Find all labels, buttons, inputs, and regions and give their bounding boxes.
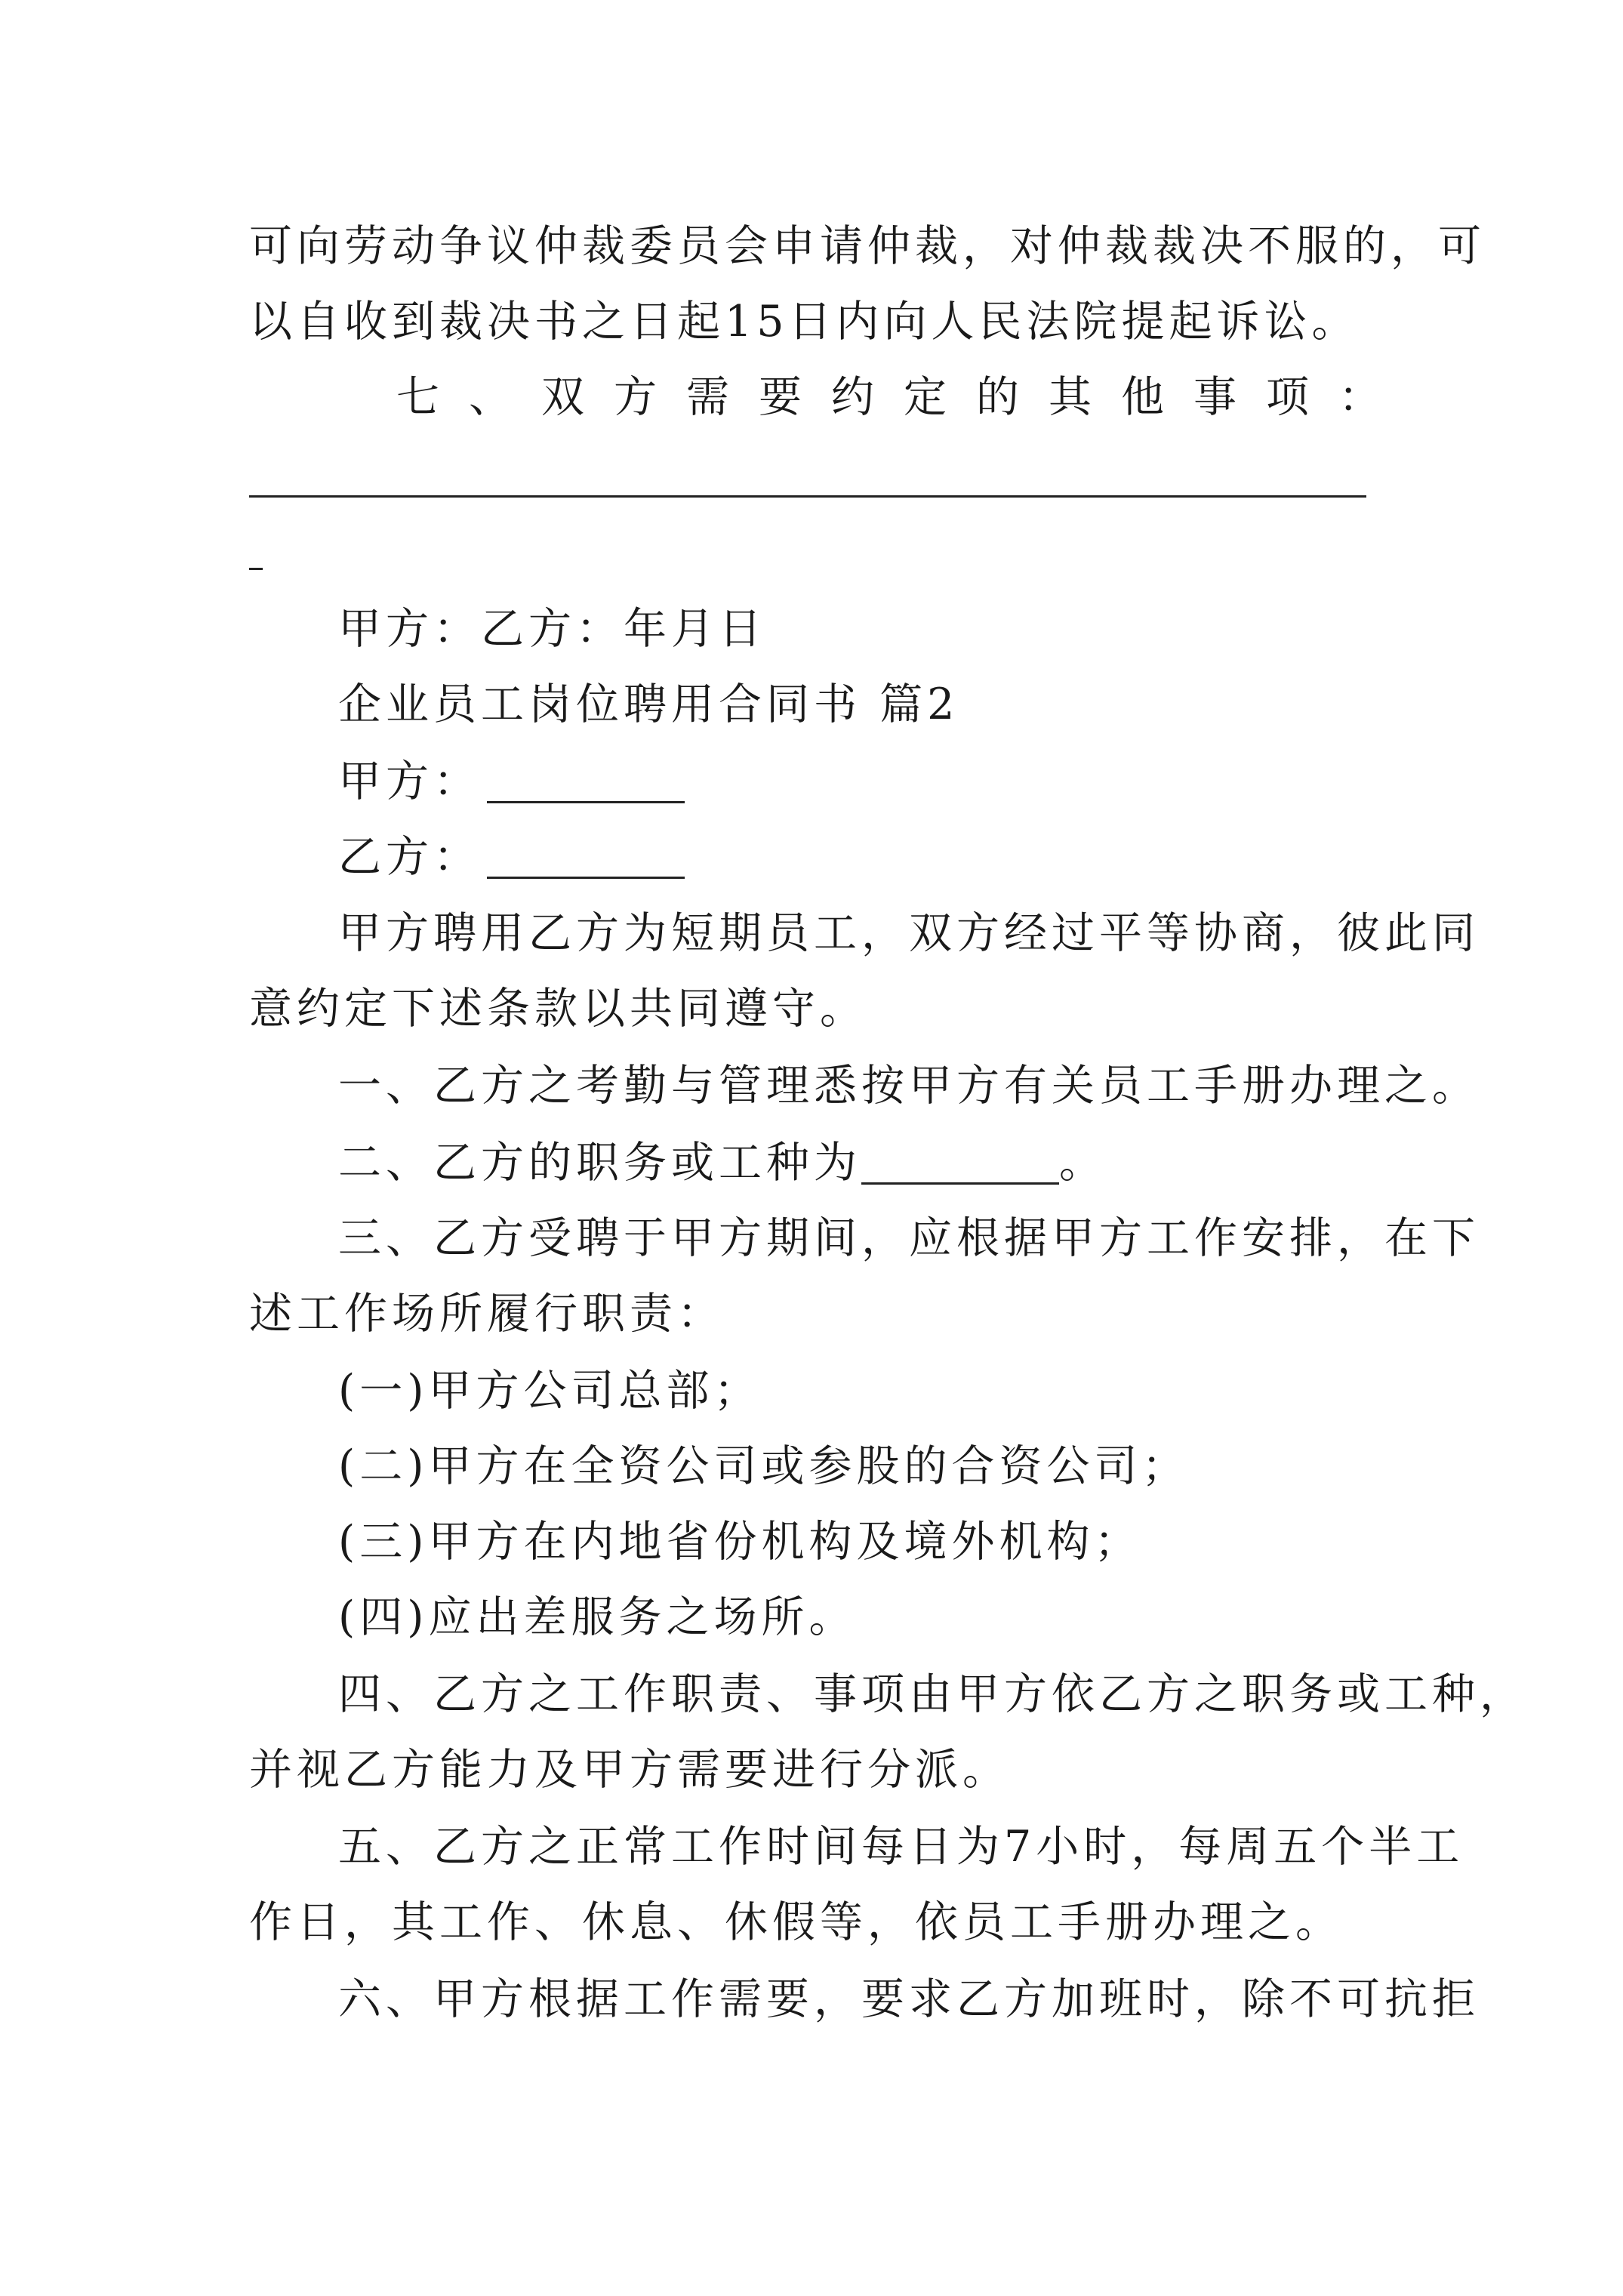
- list-item: (三)甲方在内地省份机构及境外机构；: [338, 1517, 1142, 1567]
- party-a-label: 甲方：: [338, 757, 481, 806]
- fill-in-blank-line: [249, 495, 1366, 498]
- clause-3: 三、乙方受聘于甲方期间，应根据甲方工作安排，在下: [338, 1213, 1480, 1263]
- party-a-blank: [487, 759, 685, 803]
- list-item: (二)甲方在全资公司或参股的合资公司；: [338, 1441, 1190, 1491]
- section-title: 企业员工岗位聘用合同书 篇2: [338, 680, 959, 729]
- clause-5: 五、乙方之正常工作时间每日为7小时，每周五个半工: [338, 1822, 1464, 1872]
- job-title-blank: [861, 1140, 1059, 1185]
- list-item: (四)应出差服务之场所。: [338, 1592, 857, 1642]
- clause-6: 六、甲方根据工作需要，要求乙方加班时，除不可抗拒: [338, 1974, 1480, 2024]
- clause-2-text: 二、乙方的职务或工种为: [338, 1138, 861, 1188]
- paragraph-line: 以自收到裁决书之日起15日内向人民法院提起诉讼。: [249, 297, 1360, 347]
- clause-1: 一、乙方之考勤与管理悉按甲方有关员工手册办理之。: [338, 1061, 1480, 1111]
- section-heading-7: 七、双方需要约定的其他事项：: [396, 372, 1381, 422]
- paragraph-line: 可向劳动争议仲裁委员会申请仲裁，对仲裁裁决不服的，可: [249, 221, 1486, 271]
- paragraph-line: 并视乙方能力及甲方需要进行分派。: [249, 1745, 1010, 1795]
- paragraph-line: 作日，其工作、休息、休假等，依员工手册办理之。: [249, 1897, 1343, 1947]
- paragraph-line: 意约定下述条款以共同遵守。: [249, 984, 867, 1034]
- party-b-line: [338, 832, 1471, 882]
- clause-4: 四、乙方之工作职责、事项由甲方依乙方之职务或工种，: [338, 1669, 1527, 1719]
- list-item: (一)甲方公司总部；: [338, 1366, 762, 1416]
- party-b-blank: [487, 834, 685, 879]
- party-a-line: [338, 757, 1471, 806]
- clause-2-end: 。: [1059, 1138, 1107, 1188]
- paragraph-line: 甲方聘用乙方为短期员工，双方经过平等协商，彼此同: [338, 908, 1480, 958]
- fill-in-blank-line: [249, 568, 263, 570]
- signature-line: 甲方：乙方：年月日: [338, 604, 766, 654]
- paragraph-line: 述工作场所履行职责：: [249, 1289, 725, 1339]
- clause-2: [338, 1138, 1471, 1188]
- party-b-label: 乙方：: [338, 832, 481, 882]
